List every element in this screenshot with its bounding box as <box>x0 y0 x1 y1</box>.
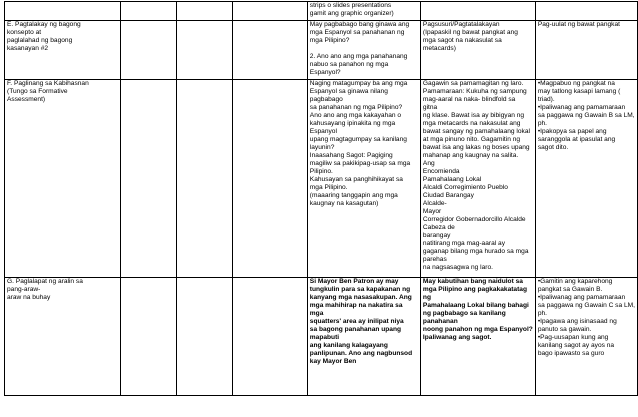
table-row <box>5 2 638 21</box>
cell-line: Inaasahang Sagot: Pagiging <box>309 152 393 159</box>
activity-cell <box>420 278 535 396</box>
table-row <box>5 80 638 278</box>
cell-line: Pamahalaang Lokal <box>422 176 482 183</box>
cell-line: •Gamitin ang kaparehong <box>537 278 613 285</box>
cell-line: pagbabago <box>309 96 343 103</box>
cell-line: mga Pilipino. <box>309 184 348 191</box>
cell-line: panlipunan. Ano ang nagbunsod <box>309 350 413 357</box>
objective-cell <box>307 278 420 396</box>
cell-line: •Pag-uusapan kung ang <box>537 334 609 341</box>
cell-line: G. Paglalapat ng aralin sa <box>7 278 83 285</box>
cell-lines <box>310 278 418 366</box>
cell-line: sa bagong panahanan upang <box>309 326 402 333</box>
assessment-cell <box>535 80 637 278</box>
cell-lines <box>310 21 418 77</box>
cell-line: mga <box>309 310 324 317</box>
cell-line: Assessment) <box>7 96 46 103</box>
empty-cell <box>120 2 176 21</box>
cell-line: ang kanilang kalagayang <box>309 342 388 349</box>
cell-line: pang-araw- <box>7 286 41 293</box>
cell-line: sa panahanan ng mga Pilipino? <box>309 104 403 111</box>
empty-cell <box>176 2 232 21</box>
cell-line: triad). <box>537 96 555 103</box>
cell-line: kahusayang ipinakita ng mga <box>309 120 396 127</box>
cell-lines <box>423 278 533 342</box>
cell-line: kaugnay na kasagutan) <box>309 200 379 207</box>
cell-line: Pamamaraan: Kukuha ng sampung <box>422 88 527 95</box>
cell-line: tungkulin para sa kapakanan ng <box>309 286 411 293</box>
cell-line: mga metacards na nakasulat ang <box>422 120 521 127</box>
cell-line: bago ipawasto sa guro <box>537 350 605 357</box>
objective-cell <box>307 2 420 21</box>
cell-line: mga Espanyol sa panahanan ng <box>309 29 405 36</box>
cell-line: saranggola at ipasulat ang <box>537 136 616 143</box>
cell-line: May kabutihan bang naidulot sa <box>422 278 523 285</box>
cell-line: E. Pagtalakay ng bagong <box>7 21 81 28</box>
cell-line: ng klase. Bawat isa ay bibigyan ng <box>422 112 525 119</box>
empty-cell <box>120 278 176 396</box>
row-label-cell <box>5 21 121 80</box>
empty-cell <box>176 21 232 80</box>
cell-line: konsepto at <box>7 29 42 36</box>
objective-cell <box>307 80 420 278</box>
cell-line: noong panahon ng mga Espanyol? <box>422 326 533 333</box>
cell-line: na nagsasagwa ng laro. <box>422 264 493 271</box>
cell-line: sa paggawa ng Gawain C sa LM, <box>537 302 635 309</box>
cell-line: (Ipapaskil ng bawat pangkat ang <box>422 29 518 36</box>
cell-line: Ciudad Barangay <box>422 192 474 199</box>
cell-line: metacards) <box>422 45 456 52</box>
cell-line: Naging matagumpay ba ang mga <box>309 80 408 87</box>
cell-line: magiliw sa pakikipag-usap sa mga <box>309 160 411 167</box>
cell-line: Ang <box>422 160 435 167</box>
cell-line: pangkat sa Gawain B. <box>537 286 603 293</box>
cell-line: Alcalde- <box>422 200 447 207</box>
cell-line: kay Mayor Ben <box>309 358 357 365</box>
cell-line: sagot dito. <box>537 144 569 151</box>
cell-lines <box>423 80 533 272</box>
cell-line: gaganap bilang mga hurado sa mga <box>422 248 529 255</box>
cell-line: Cabeza de <box>422 224 455 231</box>
cell-line: mga Pilipino ang pagkakakatatag <box>422 286 527 293</box>
cell-line: ng <box>422 294 431 301</box>
cell-lines <box>310 2 418 18</box>
activity-cell <box>420 21 535 80</box>
cell-line: (maaaring tanggapin ang mga <box>309 192 398 199</box>
empty-cell <box>233 21 308 80</box>
cell-line: Gagawin sa pamamagitan ng laro. <box>422 80 524 87</box>
cell-line: Alcaldi Corregimiento Pueblo <box>422 184 508 191</box>
cell-line: mahanap ang kaugnay na salita. <box>422 152 519 159</box>
cell-line: mga sagot na nakasulat sa <box>422 37 502 44</box>
cell-lines <box>538 278 635 358</box>
cell-line: gamit ang graphic organizer) <box>309 10 394 17</box>
cell-lines <box>310 80 418 208</box>
cell-line: panahanan <box>422 318 458 325</box>
cell-line: May pagbabago bang ginawa ang <box>309 21 410 28</box>
cell-line: Si Mayor Ben Patron ay may <box>309 278 399 285</box>
cell-line: strips o slides presentations <box>309 2 392 9</box>
row-label-cell <box>5 2 121 21</box>
cell-line: •Magpabuo ng pangkat na <box>537 80 615 87</box>
cell-line: panuto sa gawain. <box>537 326 592 333</box>
cell-lines <box>538 21 635 29</box>
cell-line: Ano ano ang mga kakayahan o <box>309 112 402 119</box>
table-row <box>5 278 638 396</box>
cell-line: mga Pilipino? <box>309 37 350 44</box>
activity-cell <box>420 2 535 21</box>
cell-line: barangay <box>422 232 451 239</box>
cell-line: Pag-uulat ng bawat pangkat <box>537 21 620 28</box>
empty-cell <box>233 80 308 278</box>
cell-line: F. Paglinang sa Kabihasnan <box>7 80 89 87</box>
assessment-cell <box>535 2 637 21</box>
cell-line: •Ipakopya sa papel ang <box>537 128 607 135</box>
cell-lines <box>538 80 635 152</box>
cell-line: mag-aaral na naka- blindfold sa <box>422 96 516 103</box>
lesson-plan-table <box>4 1 638 396</box>
cell-line: mapabuti <box>309 334 340 341</box>
cell-line: ph. <box>537 310 547 317</box>
cell-line: (Tungo sa Formative <box>7 88 68 95</box>
cell-line: •Ipaliwanag ang pamamaraan <box>537 104 626 111</box>
empty-cell <box>176 80 232 278</box>
cell-line: Ipaliwanag ang sagot. <box>422 334 492 341</box>
cell-line: paglalahad ng bagong <box>7 37 73 44</box>
assessment-cell <box>535 21 637 80</box>
cell-line: 2. Ano ano ang mga panahanang <box>309 53 408 60</box>
cell-line: natitirang mga mag-aaral ay <box>422 240 506 247</box>
cell-line: Corregidor Gobernadorcillo Alcalde <box>422 216 526 223</box>
cell-line: nabuo sa panahon ng mga <box>309 61 389 68</box>
cell-line: squatters' area ay inilipat niya <box>309 318 404 325</box>
cell-line: •Ipagawa ang isinasaad ng <box>537 318 617 325</box>
cell-line: upang magtagumpay sa kanilang <box>309 136 407 143</box>
cell-lines <box>7 21 118 53</box>
cell-lines <box>423 21 533 53</box>
table-row <box>5 21 638 80</box>
cell-line: bawat sangay ng pamahalaang lokal <box>422 128 530 135</box>
cell-line: araw na buhay <box>7 294 51 301</box>
cell-line: Kahusayan sa panghihikayat sa <box>309 176 403 183</box>
empty-cell <box>120 21 176 80</box>
cell-line: •Ipaliwanag ang pamamaraan <box>537 294 626 301</box>
cell-line: may tatlong kasapi lamang ( <box>537 88 621 95</box>
cell-line: Pagsusuri/Pagtatalakayan <box>422 21 500 28</box>
objective-cell <box>307 21 420 80</box>
empty-cell <box>233 278 308 396</box>
cell-line: sa paggawa ng Gawain B sa LM, <box>537 112 635 119</box>
cell-lines <box>7 80 118 104</box>
row-label-cell <box>5 278 121 396</box>
row-label-cell <box>5 80 121 278</box>
cell-line: at mga pinuno nito. Gagamitin ng <box>422 136 521 143</box>
cell-lines <box>7 278 118 302</box>
cell-line: Encomienda <box>422 168 460 175</box>
cell-line: parehas <box>422 256 447 263</box>
cell-line: mga mahihirap na nakatira sa <box>309 302 403 309</box>
assessment-cell <box>535 278 637 396</box>
cell-line: layunin? <box>309 144 335 151</box>
cell-line: kanilang sagot ay ayos na <box>537 342 615 349</box>
cell-line: bawat isa ang lakas ng boses upang <box>422 144 530 151</box>
cell-line: Pamahalaang Lokal bilang bahagi <box>422 302 529 309</box>
cell-line <box>310 45 418 53</box>
empty-cell <box>120 80 176 278</box>
cell-line: kanyang mga nasasakupan. Ang <box>309 294 412 301</box>
cell-line: gitna <box>422 104 438 111</box>
cell-line: kasanayan #2 <box>7 45 49 52</box>
empty-cell <box>233 2 308 21</box>
cell-line: ph. <box>537 120 547 127</box>
cell-line: Espanyol sa ginawa nilang <box>309 88 388 95</box>
cell-line: Espanyol <box>309 128 337 135</box>
activity-cell <box>420 80 535 278</box>
cell-line: Espanyol? <box>309 69 341 76</box>
cell-line: Pilipino. <box>309 168 333 175</box>
cell-line: ng pagbabago sa kanilang <box>422 310 506 317</box>
empty-cell <box>176 278 232 396</box>
cell-line: Mayor <box>422 208 442 215</box>
